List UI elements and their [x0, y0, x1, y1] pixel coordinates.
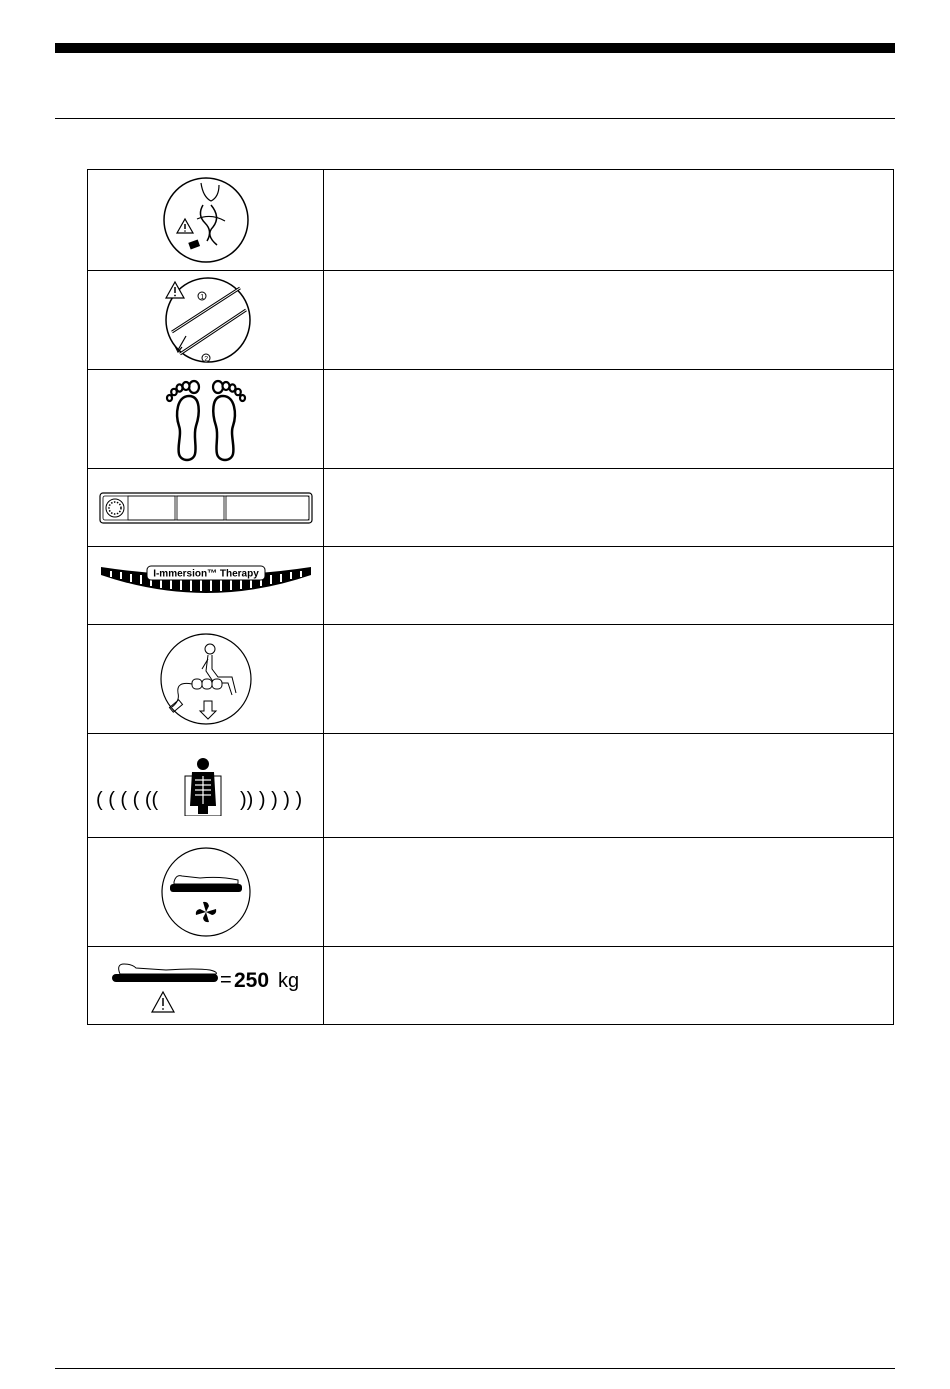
- hose-connection-warning-icon: [158, 274, 254, 366]
- table-row: [88, 370, 894, 469]
- table-row: [88, 547, 894, 625]
- feet-icon: [163, 374, 249, 464]
- row-description: [324, 838, 894, 947]
- svg-text:2: 2: [203, 356, 208, 363]
- table-row: [88, 838, 894, 947]
- cpr-deflate-icon: [158, 631, 254, 727]
- cord-entanglement-warning-icon: [161, 175, 251, 265]
- right-waves: )) ) ) ) ): [239, 788, 302, 811]
- row-description: [324, 625, 894, 734]
- row-description: [324, 469, 894, 547]
- table-row: [88, 734, 894, 838]
- header-rule: [55, 118, 895, 119]
- left-waves: ( ( ( ( ((: [95, 788, 158, 811]
- immersion-therapy-icon: [99, 561, 313, 611]
- svg-text:1: 1: [199, 294, 204, 301]
- row-description: [324, 734, 894, 838]
- header-bar: [55, 43, 895, 53]
- weight-value: 250: [233, 968, 269, 992]
- row-description: [324, 170, 894, 271]
- row-description: [324, 547, 894, 625]
- table-row: [88, 469, 894, 547]
- max-weight-icon: [106, 956, 306, 1016]
- symbols-table: [87, 169, 894, 1025]
- table-row: [88, 625, 894, 734]
- x-ray-translucent-icon: [96, 756, 316, 816]
- weight-equals: =: [219, 968, 232, 991]
- air-flow-mattress-icon: [160, 846, 252, 938]
- table-row: [88, 271, 894, 370]
- footer-rule: [55, 1368, 895, 1369]
- row-description: [324, 271, 894, 370]
- table-row: [88, 170, 894, 271]
- row-description: [324, 947, 894, 1025]
- weight-unit: kg: [277, 969, 299, 992]
- row-description: [324, 370, 894, 469]
- immersion-therapy-label: I-mmersion™ Therapy: [152, 568, 259, 579]
- control-panel-icon: [99, 492, 313, 524]
- table-row: [88, 947, 894, 1025]
